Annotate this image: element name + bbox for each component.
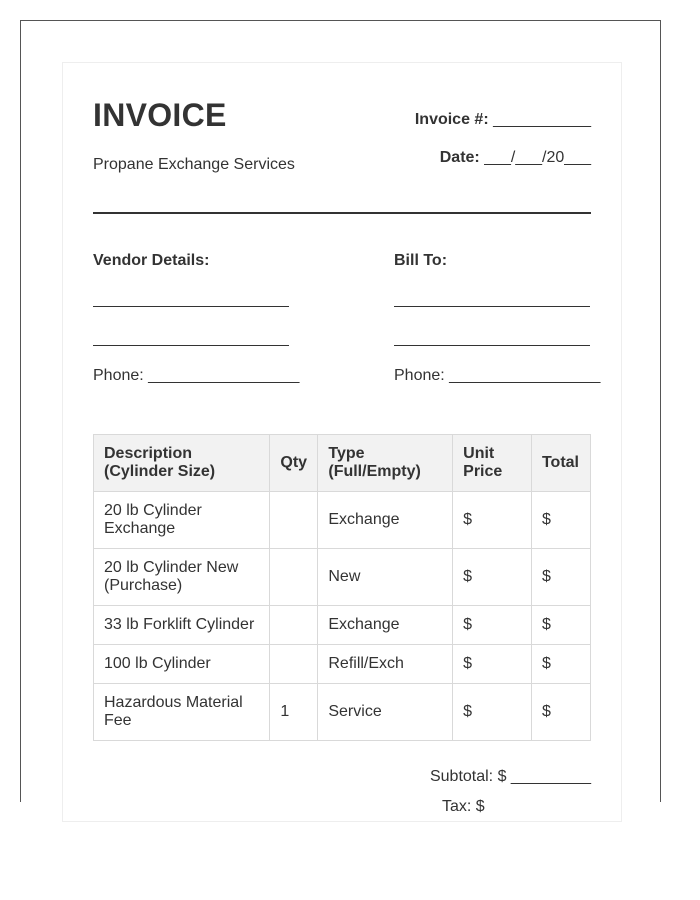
header-unit-price: Unit Price: [453, 435, 532, 492]
cell-qty: [270, 606, 318, 645]
document-frame: [20, 20, 661, 815]
table-row: [94, 684, 591, 741]
cell-type: Service: [318, 684, 453, 741]
tax-line: Tax: $: [442, 798, 485, 815]
cell-description: 100 lb Cylinder: [94, 645, 270, 684]
vendor-line-2: [93, 345, 289, 346]
invoice-date: [440, 149, 591, 167]
table-row: [94, 492, 591, 549]
cell-total: $: [531, 684, 590, 741]
table-row: [94, 606, 591, 645]
header-divider: [93, 212, 591, 214]
header-type: Type (Full/Empty): [318, 435, 453, 492]
cell-type: New: [318, 549, 453, 606]
table-header-row: [94, 435, 591, 492]
company-name: Propane Exchange Services: [93, 156, 295, 173]
cell-description: 33 lb Forklift Cylinder: [94, 606, 270, 645]
cell-unit-price: $: [453, 549, 532, 606]
invoice-number-blank: ___________: [493, 111, 591, 128]
cell-unit-price: $: [453, 645, 532, 684]
cell-unit-price: $: [453, 684, 532, 741]
cell-type: Refill/Exch: [318, 645, 453, 684]
vendor-line-1: [93, 306, 289, 307]
header-qty: Qty: [270, 435, 318, 492]
bill-to-phone: Phone: _________________: [394, 367, 601, 384]
cell-unit-price: $: [453, 606, 532, 645]
invoice-number: [415, 111, 591, 129]
bill-to-line-2: [394, 345, 590, 346]
cell-qty: [270, 549, 318, 606]
table-row: [94, 645, 591, 684]
vendor-phone: Phone: _________________: [93, 367, 300, 384]
header-description: Description (Cylinder Size): [94, 435, 270, 492]
cell-description: Hazardous Material Fee: [94, 684, 270, 741]
vendor-heading: Vendor Details:: [93, 252, 210, 269]
cell-total: $: [531, 492, 590, 549]
cell-qty: 1: [270, 684, 318, 741]
cell-qty: [270, 645, 318, 684]
header-total: Total: [531, 435, 590, 492]
cell-unit-price: $: [453, 492, 532, 549]
cell-total: $: [531, 606, 590, 645]
subtotal-line: Subtotal: $ _________: [429, 768, 591, 785]
cell-type: Exchange: [318, 492, 453, 549]
bill-to-heading: Bill To:: [394, 252, 448, 269]
cell-description: 20 lb Cylinder New (Purchase): [94, 549, 270, 606]
bill-to-line-1: [394, 306, 590, 307]
line-items-table: [93, 434, 591, 741]
invoice-title: INVOICE: [93, 97, 227, 133]
cell-total: $: [531, 549, 590, 606]
invoice-date-blank: ___/___/20___: [484, 149, 591, 166]
invoice-date-label: Date:: [439, 149, 480, 166]
invoice-number-label: Invoice #:: [414, 111, 489, 128]
cell-total: $: [531, 645, 590, 684]
invoice-sheet: [62, 62, 622, 822]
cell-description: 20 lb Cylinder Exchange: [94, 492, 270, 549]
cell-qty: [270, 492, 318, 549]
table-row: [94, 549, 591, 606]
cell-type: Exchange: [318, 606, 453, 645]
